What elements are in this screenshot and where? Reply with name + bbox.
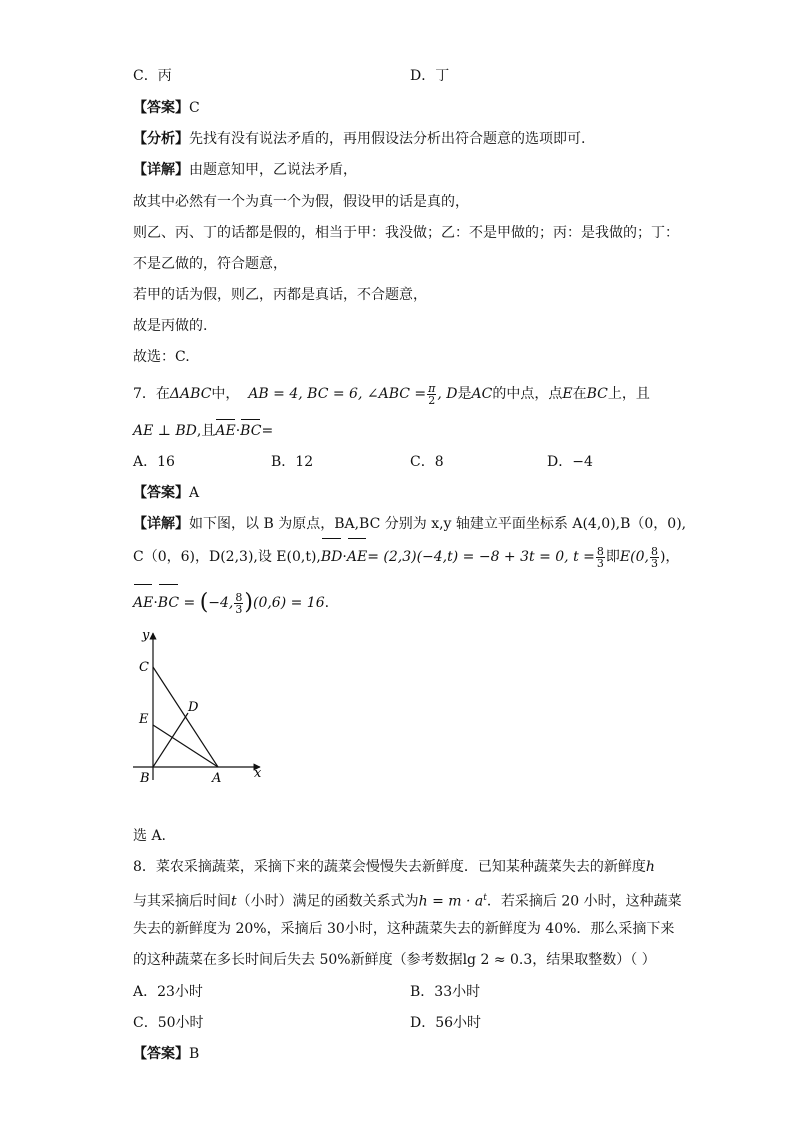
q7-option-c: C．8 xyxy=(410,454,444,470)
frac-numerator: 8 xyxy=(596,544,604,558)
q8-option-d: D．56小时 xyxy=(410,1015,482,1031)
q7-detail-line-2 xyxy=(133,540,679,574)
dot-operator: · xyxy=(235,423,241,439)
dot-operator: · xyxy=(342,549,347,565)
q8-answer xyxy=(133,1044,199,1064)
pi-over-2 xyxy=(427,383,436,406)
given-condition: AB = 4, BC = 6, ∠ABC = xyxy=(248,386,427,402)
q7-detail-line-1 xyxy=(133,514,686,534)
vector-ae: AE xyxy=(133,586,153,620)
analysis-text: 先找有没有说法矛盾的，再用假设法分析出符合题意的选项即可. xyxy=(189,131,586,147)
answer-tag: 【答案】 xyxy=(133,1046,189,1062)
q6-analysis xyxy=(133,129,585,149)
frac-8-3 xyxy=(650,546,659,569)
label-y: y xyxy=(142,628,150,643)
formula-exponent: t xyxy=(483,893,487,903)
q6-line-3: 则乙、丙、丁的话都是假的，相当于甲：我没做；乙：不是甲做的；丙：是我做的；丁： xyxy=(133,225,679,241)
q8-option-c: C．50小时 xyxy=(133,1015,204,1031)
stem-text: ,且 xyxy=(196,423,216,439)
q6-line-5: 若甲的话为假，则乙，丙都是真话，不合题意， xyxy=(133,287,427,303)
frac-denominator: 2 xyxy=(428,393,436,407)
detail-tag: 【详解】 xyxy=(133,516,189,532)
frac-denominator: 3 xyxy=(596,556,604,570)
q6-detail xyxy=(133,160,357,180)
answer-tag: 【答案】 xyxy=(133,100,189,116)
q8-stem-line-3: 失去的新鲜度为 20%，采摘后 30小时，这种蔬菜失去的新鲜度为 40%．那么采摘下来 xyxy=(133,921,675,937)
answer-value: B xyxy=(189,1046,200,1062)
label-a: A xyxy=(212,771,222,785)
q6-line-6: 故是丙做的. xyxy=(133,318,208,334)
detail-text: 即 xyxy=(605,549,620,565)
label-d: D xyxy=(188,700,199,715)
q7-detail-line-3: AE·BC = (−4, $\frac{8}{3}$ )(0,6) = 16. xyxy=(133,586,329,620)
point-e: E xyxy=(562,386,573,402)
coordinate-figure xyxy=(128,625,268,785)
answer-value: C xyxy=(189,100,200,116)
stem-text: 的中点，点 xyxy=(492,386,563,402)
q7-option-b: B．12 xyxy=(271,454,314,470)
q7-answer xyxy=(133,483,199,503)
equals-sign: = xyxy=(183,595,196,611)
frac-numerator: π xyxy=(428,381,436,395)
variable-t: t xyxy=(231,893,237,910)
q8-option-b: B．33小时 xyxy=(410,984,481,1000)
equals-sign: = xyxy=(261,423,274,439)
stem-text: 在 xyxy=(572,386,587,402)
q7-stem-line-1 xyxy=(133,378,650,410)
q8-option-a: A．23小时 xyxy=(133,984,203,1000)
q8-stem-line-2 xyxy=(133,888,682,912)
stem-text: 中， xyxy=(211,386,240,402)
frac-denominator: 3 xyxy=(650,556,658,570)
stem-text: 8．菜农采摘蔬菜，采摘下来的蔬菜会慢慢失去新鲜度．已知某种蔬菜失去的新鲜度 xyxy=(133,859,646,875)
frac-denominator: 3 xyxy=(235,602,243,616)
detail-tag: 【详解】 xyxy=(133,162,189,178)
vector-bd: BD xyxy=(321,540,343,574)
point-e-coords: E(0, xyxy=(619,549,649,565)
detail-text: 由题意知甲，乙说法矛盾， xyxy=(189,162,357,178)
label-e: E xyxy=(139,712,149,727)
stem-text: ．若采摘后 20 小时，这种蔬菜 xyxy=(486,893,682,910)
frac-numerator: 8 xyxy=(650,544,658,558)
q6-answer xyxy=(133,98,200,118)
stem-text: 的这种蔬菜在多长时间后失去 50%新鲜度（参考数据 xyxy=(133,952,463,968)
q7-option-d: D．−4 xyxy=(547,454,593,470)
answer-value: A xyxy=(189,485,200,501)
detail-text: 如下图，以 B 为原点，BA,BC 分别为 x,y 轴建立平面坐标系 A(4,0),B（0，0), xyxy=(189,516,687,532)
q7-option-a: A．16 xyxy=(133,454,175,470)
dot-operator: · xyxy=(153,595,158,611)
q6-line-2: 故其中必然有一个为真一个为假，假设甲的话是真的， xyxy=(133,194,469,210)
perpendicular-condition: AE ⊥ BD xyxy=(133,423,197,439)
analysis-tag: 【分析】 xyxy=(133,131,189,147)
answer-tag: 【答案】 xyxy=(133,485,189,501)
segment-bd xyxy=(153,713,188,767)
reference-data: lg 2 ≈ 0.3 xyxy=(462,952,533,968)
label-c: C xyxy=(139,660,149,675)
q6-option-d: D．丁 xyxy=(410,68,450,84)
triangle-abc: ΔABC xyxy=(169,386,212,402)
q8-stem-line-1 xyxy=(133,857,655,877)
variable-h: h xyxy=(645,859,655,875)
frac-numerator: 8 xyxy=(235,590,243,604)
q8-stem-line-4 xyxy=(133,950,656,970)
stem-text: 是 xyxy=(457,386,472,402)
detail-text: . xyxy=(324,595,330,611)
stem-text: （小时）满足的函数关系式为 xyxy=(236,893,419,910)
stem-text: 与其采摘后时间 xyxy=(133,893,231,910)
vector-component: −4, xyxy=(208,595,234,611)
segment-bc: BC xyxy=(586,386,608,402)
q7-select: 选 A. xyxy=(133,828,167,844)
dot-product-result: (0,6) = 16 xyxy=(252,595,325,611)
frac-8-3 xyxy=(234,592,243,615)
given-condition-d: , D xyxy=(437,386,458,402)
vector-ae: AE xyxy=(215,423,236,439)
vector-bc: BC xyxy=(158,586,179,620)
dot-product-equation: = (2,3)(−4,t) = −8 + 3t = 0, t = xyxy=(367,549,595,565)
q6-select: 故选：C. xyxy=(133,349,190,365)
stem-text: 上，且 xyxy=(607,386,650,402)
q6-line-4: 不是乙做的，符合题意， xyxy=(133,256,287,272)
q6-option-c: C．丙 xyxy=(133,68,172,84)
segment-ea xyxy=(153,725,218,767)
detail-text: )， xyxy=(659,549,680,565)
label-x: x xyxy=(254,766,262,781)
formula: h = m · a xyxy=(418,893,484,910)
stem-text: ，结果取整数）（ ） xyxy=(532,952,656,968)
frac-8-3 xyxy=(596,546,605,569)
q7-stem-line-2 xyxy=(133,421,273,441)
detail-text: C（0，6)，D(2,3),设 E(0,t), xyxy=(133,549,321,565)
vector-bc: BC xyxy=(240,423,262,439)
vector-ae: AE xyxy=(347,540,367,574)
question-number: 7．在 xyxy=(133,386,170,402)
segment-ac: AC xyxy=(471,386,493,402)
label-b: B xyxy=(140,771,150,785)
